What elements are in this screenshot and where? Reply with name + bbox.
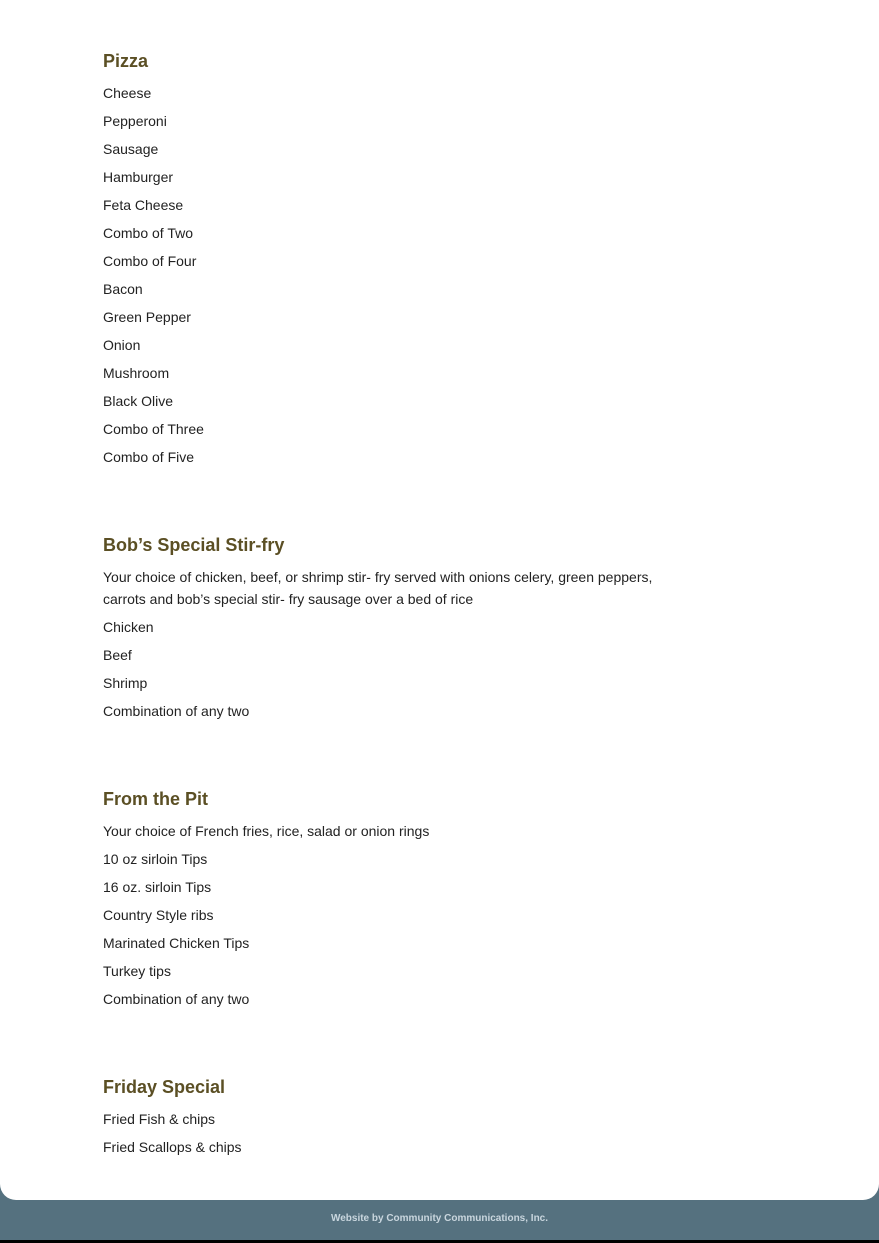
menu-item: Combo of Two bbox=[103, 225, 194, 241]
section-title: Friday Special bbox=[103, 1077, 226, 1097]
menu-item: Green Pepper bbox=[103, 309, 191, 325]
menu-item-list bbox=[103, 1108, 673, 1158]
menu-item: Combination of any two bbox=[103, 991, 250, 1007]
menu-item: Pepperoni bbox=[103, 113, 167, 129]
menu-item: Hamburger bbox=[103, 169, 174, 185]
footer-credit-link[interactable]: Website by Community Communications, Inc. bbox=[330, 1213, 549, 1224]
menu-item: Combo of Three bbox=[103, 421, 204, 437]
menu-item-list bbox=[103, 820, 673, 1010]
section-description: Your choice of chicken, beef, or shrimp stir- fry served with onions celery, green peppers, carrots and bob’s special stir- fry sausage over a bed of rice bbox=[103, 569, 653, 607]
menu-item: Shrimp bbox=[103, 675, 148, 691]
menu-item: Marinated Chicken Tips bbox=[103, 935, 250, 951]
menu-item: Onion bbox=[103, 337, 141, 353]
menu-item: 16 oz. sirloin Tips bbox=[103, 879, 212, 895]
menu-item: Combo of Four bbox=[103, 253, 197, 269]
menu-item: Mushroom bbox=[103, 365, 170, 381]
menu-item: Feta Cheese bbox=[103, 197, 184, 213]
menu-item: Sausage bbox=[103, 141, 159, 157]
menu-item: Chicken bbox=[103, 619, 154, 635]
menu-item: Combination of any two bbox=[103, 703, 250, 719]
menu-item: Black Olive bbox=[103, 393, 174, 409]
menu-item: Beef bbox=[103, 647, 132, 663]
menu-item: Fried Scallops & chips bbox=[103, 1139, 242, 1155]
menu-item-list bbox=[103, 566, 673, 722]
menu-item: 10 oz sirloin Tips bbox=[103, 851, 208, 867]
menu-section-stir-fry bbox=[103, 534, 673, 728]
menu-item: Fried Fish & chips bbox=[103, 1111, 216, 1127]
menu-item: Turkey tips bbox=[103, 963, 171, 979]
menu-item: Country Style ribs bbox=[103, 907, 214, 923]
section-description: Your choice of French fries, rice, salad or onion rings bbox=[103, 823, 430, 839]
menu-section-pizza bbox=[103, 50, 673, 474]
menu-item: Combo of Five bbox=[103, 449, 195, 465]
menu-item: Cheese bbox=[103, 85, 152, 101]
menu-section-friday-special bbox=[103, 1076, 673, 1164]
menu-item-list bbox=[103, 82, 673, 468]
section-title: From the Pit bbox=[103, 789, 209, 809]
menu-item: Bacon bbox=[103, 281, 143, 297]
menu-section-from-the-pit bbox=[103, 788, 673, 1016]
site-footer bbox=[0, 1200, 879, 1240]
section-title: Bob’s Special Stir-fry bbox=[103, 535, 285, 555]
section-title: Pizza bbox=[103, 51, 149, 71]
